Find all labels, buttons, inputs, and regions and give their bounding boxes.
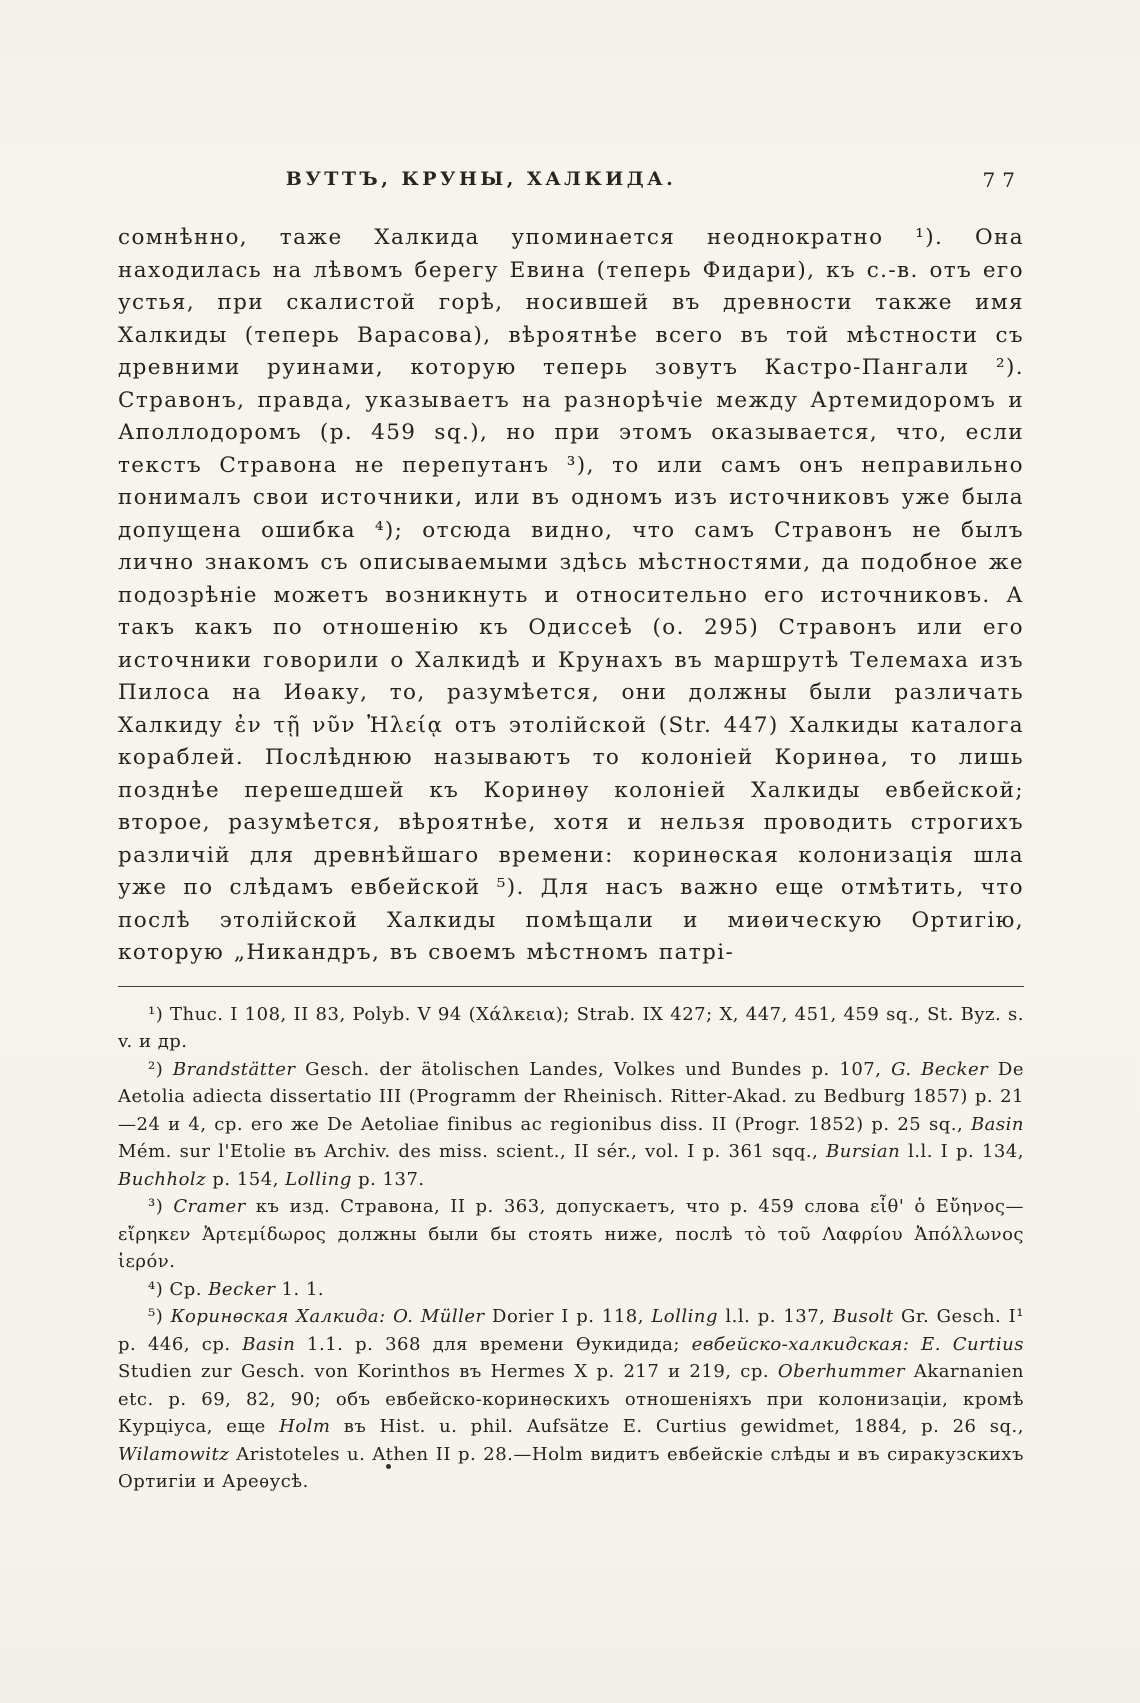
footnote-text: Studien zur Gesch. von Korinthos въ Hermes X p. 217 и 219, ср. [118, 1361, 778, 1382]
page-number: 77 [982, 168, 1022, 192]
footnote-italic-text: Brandstätter [172, 1058, 296, 1080]
footnote-italic-text: Buchholz [118, 1168, 207, 1190]
footnote-italic-text: O. Müller [393, 1306, 485, 1327]
footnote-italic-text: Lolling [651, 1306, 719, 1327]
footnote-text: ⁵) [148, 1306, 171, 1327]
footnote-text: 1. 1. [275, 1278, 325, 1300]
footnote-italic-text: евбейско-халкидская: [691, 1333, 910, 1355]
main-text-paragraph: сомнѣнно, таже Халкида упоминается неоднократно ¹). Она находилась на лѣвомъ берегу Евина (теперь Фидари), къ с.-в. отъ его устья, при скалистой горѣ, носившей въ древности также имя Халкиды (теперь Варасова), вѣроятнѣе всего въ той мѣстности съ древними руинами, которую теперь зовутъ Кастро-Пангали ²). Стравонъ, правда, указываетъ на разнорѣчіе между Артемидоромъ и Аполлодоромъ (р. 459 sq.), но при этомъ оказывается, что, если текстъ Стравона не перепутанъ ³), то или самъ онъ неправильно понималъ свои источники, или въ одномъ изъ источниковъ уже была допущена ошибка ⁴); отсюда видно, что самъ Стравонъ не былъ лично знакомъ съ описываемыми здѣсь мѣстностями, да подобное же подозрѣніе можетъ возникнуть и относительно его источниковъ. А такъ какъ по отношенію къ Одиссеѣ (о. 295) Стравонъ или его источники говорили о Халкидѣ и Крунахъ въ маршрутѣ Телемаха изъ Пилоса на Иѳаку, то, разумѣется, они должны были различать Халкиду ἐν τῇ νῦν Ἠλείᾳ отъ этолійской (Str. 447) Халкиды каталога кораблей. Послѣднюю называютъ то колоніей Коринѳа, то лишь позднѣе перешедшей къ Коринѳу колоніей Халкиды евбейской; второе, разумѣется, вѣроятнѣе, хотя и нельзя проводить строгихъ различій для древнѣйшаго времени: коринѳская колонизація шла уже по слѣдамъ евбейской ⁵). Для насъ важно еще отмѣтить, что послѣ этолійской Халкиды помѣщали и миѳическую Ортигію, которую „Никандръ, въ своемъ мѣстномъ патрі- [118, 225, 1024, 965]
footnote-text: въ Hist. u. phil. Aufsätze E. Curtius gewidmet, 1884, p. 26 sq., [330, 1416, 1024, 1437]
footnote-italic-text: E. Curtius [921, 1333, 1025, 1355]
footnote [118, 1193, 1024, 1276]
footnote-italic-text: Wilamowitz [118, 1443, 230, 1465]
footnote-italic-text: Lolling [285, 1168, 352, 1190]
footnote-text: p. 154, [206, 1168, 286, 1190]
footnotes-block [118, 1001, 1024, 1496]
footnote-text: Akarnanien etc. p. 69, 82, 90; объ евбейско-коринѳскихъ отношеніяхъ при колонизаціи, кромѣ Курціуса, еще [118, 1361, 1024, 1437]
footnote-italic-text: Cramer [173, 1196, 246, 1217]
footnote [118, 1056, 1024, 1194]
footnote-text: 1.1. p. 368 для времени Ѳукидида; [295, 1333, 692, 1355]
footnote-separator-rule [118, 986, 1024, 987]
footnote-text: Aristoteles u. Athen II p. 28.—Holm видитъ евбейскіе слѣды и въ сиракузскихъ Ортигіи и Ареѳусѣ. [118, 1443, 1024, 1492]
footnote-italic-text: Busolt [832, 1306, 894, 1327]
footnote-text: p. 137. [351, 1168, 425, 1190]
footnote-text: ³) [148, 1196, 174, 1217]
footnote-text: Gesch. der ätolischen Landes, Volkes und Bundes p. 107, [295, 1058, 892, 1080]
footnote-text: l.l. I p. 134, [900, 1141, 1024, 1162]
footnote-text: ²) [148, 1058, 173, 1080]
footnote-italic-text: Becker [208, 1278, 276, 1300]
footnote-text [386, 1306, 393, 1327]
footnote-text: l.l. p. 137, [718, 1306, 833, 1327]
footnote-italic-text: G. Becker [891, 1058, 989, 1080]
footnote-text: Mém. sur l'Etolie въ Archiv. des miss. scient., II sér., vol. I p. 361 sqq., [118, 1141, 826, 1162]
footnote-text: ¹) Thuc. I 108, II 83, Polyb. V 94 (Χάλκεια); Strab. IX 427; X, 447, 451, 459 sq., St. Byz. s. v. и др. [118, 1003, 1024, 1052]
running-header [118, 168, 1024, 200]
footnote-text: ⁴) Ср. [148, 1278, 209, 1300]
footnote-italic-text: Коринѳская Халкида: [170, 1306, 386, 1327]
footnote-italic-text: Holm [279, 1416, 331, 1437]
footnote-italic-text: Basin [242, 1333, 296, 1355]
footnote-italic-text: Oberhummer [777, 1361, 906, 1382]
footnote-text: De Aetolia adiecta dissertatio III (Programm der Rheinisch. Ritter-Akad. zu Bedburg 1857) p. 21—24 и 4, ср. его же De Aetoliae finibus ac regionibus diss. II (Progr. 1852) p. 25 sq., [118, 1058, 1024, 1135]
footnote-italic-text: Basin [970, 1113, 1024, 1135]
footnote-text: Dorier I p. 118, [484, 1306, 652, 1327]
footnote-italic-text: Bursian [826, 1141, 901, 1162]
footnote [118, 1001, 1024, 1056]
footnote-text: Gr. Gesch. I¹ p. 446, ср. [118, 1306, 1024, 1355]
footnote-text [909, 1334, 921, 1355]
running-header-title: ВУТТЪ, КРУНЫ, ХАЛКИДА. [285, 168, 677, 190]
footnote [118, 1303, 1024, 1496]
footnote [118, 1276, 1024, 1304]
footnote-text: къ изд. Стравона, II p. 363, допускаетъ, что p. 459 слова εἶθ' ὁ Εὔηνος—εἴρηκεν Ἀρτεμίδωρος должны были бы стоять ниже, послѣ τὸ τοῦ Λαφρίου Ἀπόλλωνος ἱερόν. [118, 1196, 1024, 1272]
printers-mark-dot [386, 1464, 391, 1469]
